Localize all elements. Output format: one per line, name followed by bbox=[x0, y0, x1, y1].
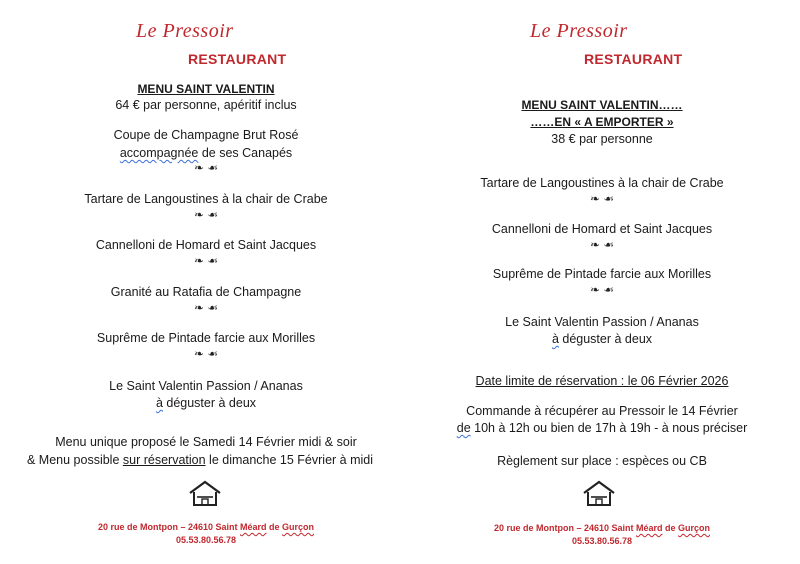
dessert-line-1: Le Saint Valentin Passion / Ananas bbox=[505, 315, 699, 329]
address-part: Méard bbox=[240, 522, 267, 532]
address-part: de bbox=[662, 523, 679, 533]
dessert-line-1: Le Saint Valentin Passion / Ananas bbox=[109, 379, 303, 393]
address-part: Gurçon bbox=[282, 522, 315, 532]
address-line bbox=[6, 522, 406, 532]
course-2: Cannelloni de Homard et Saint Jacques bbox=[491, 222, 713, 236]
restaurant-heading: RESTAURANT bbox=[584, 51, 683, 67]
ornament-icon: ❧ ☙ bbox=[589, 240, 615, 251]
course-1-line-1: Coupe de Champagne Brut Rosé bbox=[113, 128, 299, 142]
phone-number: 05.53.80.56.78 bbox=[571, 536, 633, 546]
course-3: Suprême de Pintade farcie aux Morilles bbox=[492, 267, 712, 281]
pickup-line-1: Commande à récupérer au Pressoir le 14 Février bbox=[466, 404, 738, 418]
menu-price: 38 € par personne bbox=[551, 132, 653, 146]
payment-info: Règlement sur place : espèces ou CB bbox=[497, 454, 707, 468]
spellcheck-word: accompagnée bbox=[119, 146, 199, 160]
course-5: Suprême de Pintade farcie aux Morilles bbox=[96, 331, 316, 345]
pickup-line-2-rest: 10h à 12h ou bien de 17h à 19h - à nous préciser bbox=[470, 421, 748, 435]
course-1-line-2-rest: de ses Canapés bbox=[198, 146, 293, 160]
phone-number: 05.53.80.56.78 bbox=[175, 535, 237, 545]
address-part: Gurçon bbox=[678, 523, 711, 533]
ornament-icon: ❧ ☙ bbox=[193, 163, 219, 174]
menu-page-right bbox=[400, 0, 800, 564]
ornament-icon: ❧ ☙ bbox=[193, 256, 219, 267]
brand-logo: Le Pressoir bbox=[530, 20, 628, 42]
course-2: Tartare de Langoustines à la chair de Crabe bbox=[84, 192, 328, 206]
house-icon bbox=[188, 480, 222, 508]
reservation-deadline: Date limite de réservation : le 06 Février 2026 bbox=[475, 374, 729, 388]
ornament-icon: ❧ ☙ bbox=[193, 303, 219, 314]
ornament-icon: ❧ ☙ bbox=[193, 210, 219, 221]
ornament-icon: ❧ ☙ bbox=[589, 194, 615, 205]
spellcheck-word: de bbox=[456, 421, 471, 435]
brand-logo: Le Pressoir bbox=[136, 20, 234, 42]
address-part: Méard bbox=[636, 523, 663, 533]
ornament-icon: ❧ ☙ bbox=[193, 349, 219, 360]
note-line-2-underlined: sur réservation bbox=[122, 453, 206, 467]
course-1: Tartare de Langoustines à la chair de Crabe bbox=[480, 176, 724, 190]
menu-title: MENU SAINT VALENTIN bbox=[137, 82, 275, 96]
menu-price: 64 € par personne, apéritif inclus bbox=[115, 98, 297, 112]
course-3: Cannelloni de Homard et Saint Jacques bbox=[95, 238, 317, 252]
dessert-line-2-rest: déguster à deux bbox=[558, 332, 653, 346]
address-part: de bbox=[266, 522, 283, 532]
spellcheck-word: à bbox=[155, 396, 163, 410]
pickup-line-2 bbox=[402, 421, 800, 435]
dessert-line-2 bbox=[6, 396, 406, 410]
menu-title-line-1: MENU SAINT VALENTIN…… bbox=[521, 98, 683, 112]
dessert-line-2-rest: déguster à deux bbox=[162, 396, 257, 410]
house-icon bbox=[582, 480, 616, 508]
address-part: 20 rue de Montpon – 24610 Saint bbox=[97, 522, 240, 532]
ornament-icon: ❧ ☙ bbox=[589, 285, 615, 296]
menu-title-line-2: ……EN « A EMPORTER » bbox=[530, 115, 674, 129]
restaurant-heading: RESTAURANT bbox=[188, 51, 287, 67]
address-line bbox=[402, 523, 800, 533]
note-line-2-a: & Menu possible bbox=[26, 453, 123, 467]
spellcheck-word: à bbox=[551, 332, 559, 346]
note-line-2 bbox=[0, 453, 400, 467]
note-line-1: Menu unique proposé le Samedi 14 Février midi & soir bbox=[55, 435, 357, 449]
address-part: 20 rue de Montpon – 24610 Saint bbox=[493, 523, 636, 533]
dessert-line-2 bbox=[402, 332, 800, 346]
course-1-line-2 bbox=[6, 146, 406, 160]
note-line-2-c: le dimanche 15 Février à midi bbox=[205, 453, 373, 467]
course-4: Granité au Ratafia de Champagne bbox=[110, 285, 302, 299]
